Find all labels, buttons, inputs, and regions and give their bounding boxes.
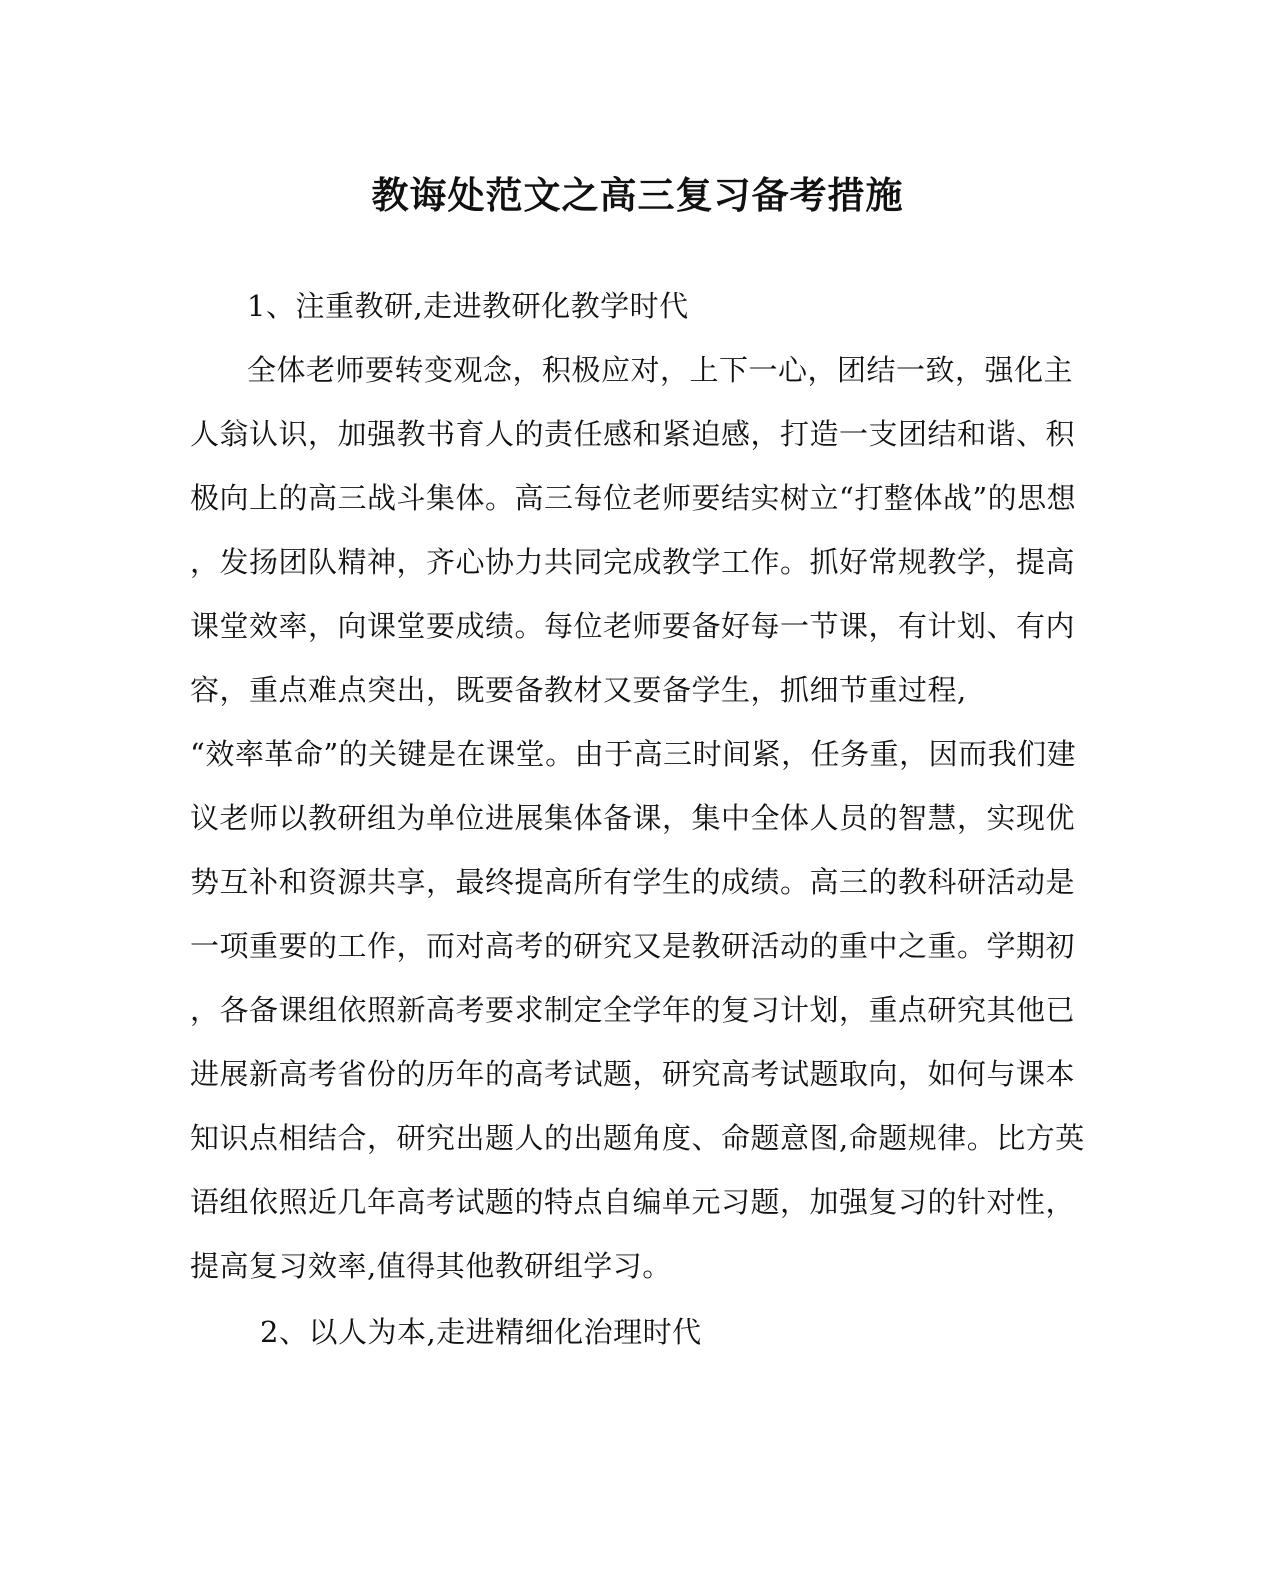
paragraph-line: 课堂效率，向课堂要成绩。每位老师要备好每一节课，有计划、有内 xyxy=(190,609,1076,643)
paragraph-line: “效率革命”的关键是在课堂。由于高三时间紧，任务重，因而我们建 xyxy=(190,737,1077,771)
section-heading-2: 2、以人为本,走进精细化治理时代 xyxy=(260,1315,702,1349)
paragraph-line: 全体老师要转变观念，积极应对，上下一心，团结一致，强化主 xyxy=(247,353,1074,387)
paragraph-line: 知识点相结合，研究出题人的出题角度、命题意图,命题规律。比方英 xyxy=(190,1121,1085,1155)
document-title: 教诲处范文之高三复习备考措施 xyxy=(371,173,904,217)
paragraph-line: 势互补和资源共享，最终提高所有学生的成绩。高三的教科研活动是 xyxy=(190,865,1076,899)
paragraph-line: 容，重点难点突出，既要备教材又要备学生，抓细节重过程, xyxy=(190,673,967,707)
paragraph-line: 提高复习效率,值得其他教研组学习。 xyxy=(190,1249,672,1283)
paragraph-line: ，发扬团队精神，齐心协力共同完成教学工作。抓好常规教学，提高 xyxy=(190,545,1076,579)
paragraph-line: ，各备课组依照新高考要求制定全学年的复习计划，重点研究其他已 xyxy=(190,993,1076,1027)
paragraph-line: 一项重要的工作，而对高考的研究又是教研活动的重中之重。学期初 xyxy=(190,929,1076,963)
paragraph-line: 议老师以教研组为单位进展集体备课，集中全体人员的智慧，实现优 xyxy=(190,801,1076,835)
paragraph-line: 人翁认识，加强教书育人的责任感和紧迫感，打造一支团结和谐、积 xyxy=(190,417,1076,451)
paragraph-line: 语组依照近几年高考试题的特点自编单元习题，加强复习的针对性， xyxy=(190,1185,1076,1219)
paragraph-line: 进展新高考省份的历年的高考试题，研究高考试题取向，如何与课本 xyxy=(190,1057,1076,1091)
paragraph-line: 极向上的高三战斗集体。高三每位老师要结实树立“打整体战”的思想 xyxy=(190,481,1077,515)
section-heading-1: 1、注重教研,走进教研化教学时代 xyxy=(247,289,689,323)
